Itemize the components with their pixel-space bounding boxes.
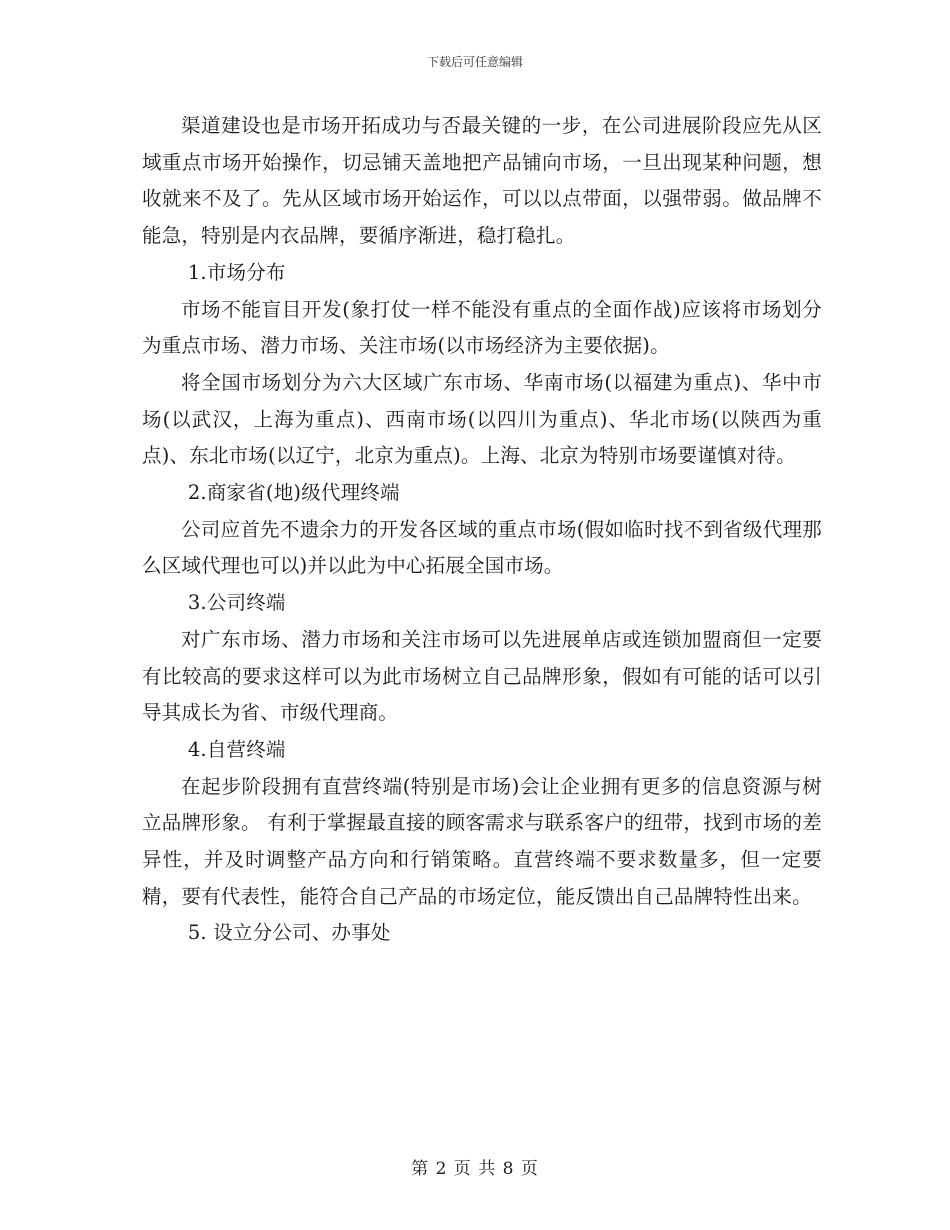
document-body [142, 108, 822, 952]
paragraph-provincial-agent: 公司应首先不遗余力的开发各区域的重点市场(假如临时找不到省级代理那么区域代理也可以)并以此为中心拓展全国市场。 [142, 517, 822, 578]
heading-company-terminal: 3.公司终端 [187, 591, 286, 615]
paragraph-company-terminal: 对广东市场、潜力市场和关注市场可以先进展单店或连锁加盟商但一定要有比较高的要求这样可以为此市场树立自己品牌形象，假如有可能的话可以引导其成长为省、市级代理商。 [142, 627, 822, 725]
paragraph-market-division: 市场不能盲目开发(象打仗一样不能没有重点的全面作战)应该将市场划分为重点市场、潜力市场、关注市场(以市场经济为主要依据)。 [142, 297, 822, 358]
page-header: 下载后可任意编辑 [426, 55, 523, 69]
paragraph-self-operated-terminal: 在起步阶段拥有直营终端(特别是市场)会让企业拥有更多的信息资源与树立品牌形象。 有利于掌握最直接的顾客需求与联系客户的纽带，找到市场的差异性，并及时调整产品方向和行销策略。直营终端不要求数量多，但一定要精，要有代表性，能符合自己产品的市场定位，能反馈出自己品牌特性出来。 [142, 774, 822, 908]
paragraph-six-regions: 将全国市场划分为六大区域广东市场、华南市场(以福建为重点)、华中市场(以武汉，上海为重点)、西南市场(以四川为重点)、华北市场(以陕西为重点)、东北市场(以辽宁，北京为重点)。上海、北京为特别市场要谨慎对待。 [142, 370, 822, 468]
heading-provincial-agent: 2.商家省(地)级代理终端 [187, 481, 400, 505]
paragraph-channel-intro: 渠道建设也是市场开拓成功与否最关键的一步，在公司进展阶段应先从区域重点市场开始操作，切忌铺天盖地把产品铺向市场，一旦出现某种问题，想收就来不及了。先从区域市场开始运作，可以以点带面，以强带弱。做品牌不能急，特别是内衣品牌，要循序渐进，稳打稳扎。 [142, 114, 822, 248]
heading-market-distribution: 1.市场分布 [187, 260, 286, 284]
heading-branch-office: 5. 设立分公司、办事处 [187, 921, 391, 945]
page-footer: 第 2 页 共 8 页 [411, 1159, 539, 1179]
heading-self-operated-terminal: 4.自营终端 [187, 737, 286, 761]
